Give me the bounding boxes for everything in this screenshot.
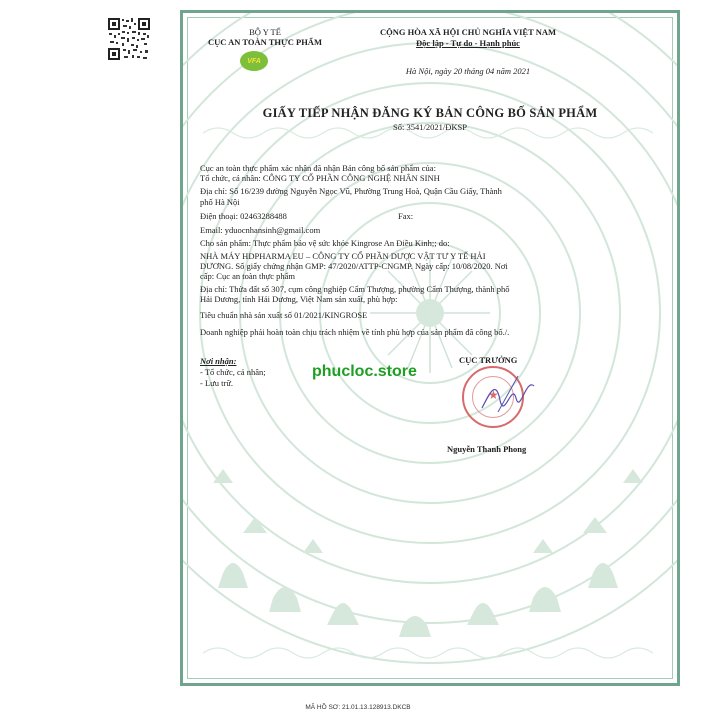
body-factory-address-2: Hải Dương, tỉnh Hải Dương, Việt Nam sản xuất, phù hợp: — [200, 294, 398, 304]
body-organization: Tổ chức, cá nhân: CÔNG TY CỔ PHẦN CÔNG NGHỆ NHÂN SINH — [200, 173, 440, 183]
body-intro: Cục an toàn thực phẩm xác nhận đã nhận Bản công bố sản phẩm của: — [200, 163, 436, 173]
motto: Độc lập - Tự do - Hạnh phúc — [416, 38, 520, 48]
handwritten-signature — [478, 372, 538, 422]
qr-code — [107, 17, 151, 61]
document-number: Số: 3541/2021/ĐKSP — [393, 122, 467, 132]
body-address-2: phố Hà Nội — [200, 197, 240, 207]
agency-name: CỤC AN TOÀN THỰC PHẨM — [208, 37, 322, 47]
vfa-logo-text: VFA — [247, 57, 261, 65]
recipients-item-2: - Lưu trữ. — [200, 378, 234, 388]
body-manufacturer-1: NHÀ MÁY HDPHARMA EU – CÔNG TY CỔ PHẦN DƯỢC VẬT TƯ Y TẾ HẢI — [200, 251, 486, 261]
page-title: GIẤY TIẾP NHẬN ĐĂNG KÝ BẢN CÔNG BỐ SẢN PHẨM — [262, 106, 598, 120]
stamp-star-icon: ★ — [488, 388, 499, 402]
record-code-footer: MÃ HỒ SƠ: 21.01.13.128913.DKCB — [305, 704, 411, 711]
vfa-logo — [240, 51, 268, 71]
recipients-label: Nơi nhận: — [200, 356, 237, 366]
body-manufacturer-3: cấp: Cục an toàn thực phẩm — [200, 271, 296, 281]
body-fax: Fax: — [398, 211, 414, 221]
body-address-1: Địa chỉ: Số 16/239 đường Nguyễn Ngọc Vũ, Phường Trung Hoà, Quận Cầu Giấy, Thành — [200, 186, 502, 196]
body-standard: Tiêu chuẩn nhà sản xuất số 01/2021/KINGROSE — [200, 310, 368, 320]
recipients-item-1: - Tổ chức, cá nhân; — [200, 367, 266, 377]
body-responsibility: Doanh nghiệp phải hoàn toàn chịu trách nhiệm về tính phù hợp của sản phẩm đã công bố./. — [200, 327, 510, 337]
body-manufacturer-2: DƯƠNG. Số giấy chứng nhận GMP: 47/2020/ATTP-CNGMP. Ngày cấp: 10/08/2020. Nơi — [200, 261, 508, 271]
watermark-text: phucloc.store — [312, 363, 417, 380]
body-product: Cho sản phẩm: Thực phẩm bảo vệ sức khỏe Kingrose An Điều Kinh;; do: — [200, 238, 450, 248]
signature-role: CỤC TRƯỞNG — [459, 355, 518, 365]
country-name: CỘNG HÒA XÃ HỘI CHỦ NGHĨA VIỆT NAM — [379, 27, 557, 37]
body-factory-address-1: Địa chỉ: Thửa đất số 307, cụm công nghiệp Cẩm Thượng, phường Cẩm Thượng, thành phố — [200, 284, 510, 294]
body-email: Email: yduocnhansinh@gmail.com — [200, 225, 321, 235]
ministry-name: BỘ Y TẾ — [249, 27, 281, 37]
place-date: Hà Nội, ngày 20 tháng 04 năm 2021 — [405, 66, 531, 76]
signature-name: Nguyễn Thanh Phong — [447, 444, 527, 454]
body-phone: Điện thoại: 02463288488 — [200, 211, 287, 221]
certificate-page — [180, 10, 680, 686]
